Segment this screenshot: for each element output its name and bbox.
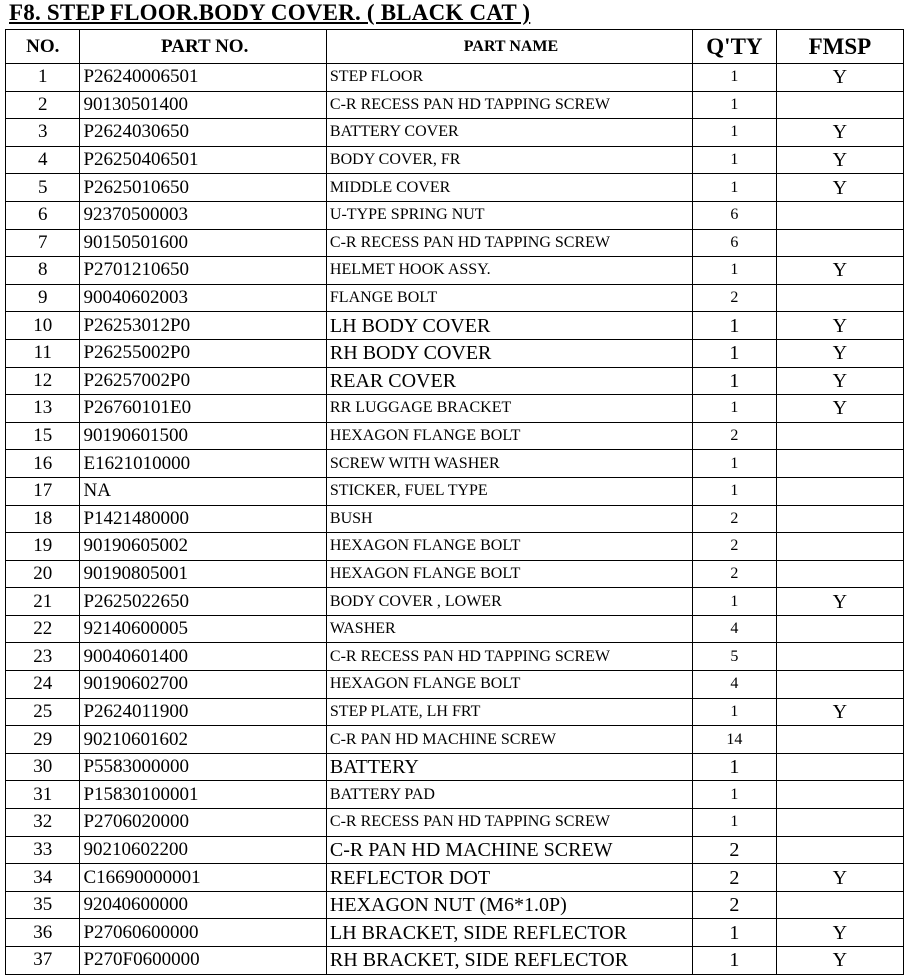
cell-part-name: MIDDLE COVER	[326, 174, 692, 202]
table-row	[6, 312, 904, 340]
cell-part-name: U-TYPE SPRING NUT	[326, 201, 692, 229]
cell-no: 7	[6, 229, 80, 257]
cell-no: 35	[6, 891, 80, 919]
cell-part-name: FLANGE BOLT	[326, 284, 692, 312]
cell-part-name: STEP FLOOR	[326, 64, 692, 92]
table-row	[6, 671, 904, 699]
cell-part-name: LH BRACKET, SIDE REFLECTOR	[326, 919, 692, 947]
cell-part-no: 90150501600	[80, 229, 326, 257]
cell-no: 12	[6, 367, 80, 395]
cell-part-no: 92140600005	[80, 615, 326, 643]
cell-part-no: 90040602003	[80, 284, 326, 312]
cell-part-name: C-R RECESS PAN HD TAPPING SCREW	[326, 809, 692, 837]
parts-table	[5, 29, 904, 975]
cell-part-name: BUSH	[326, 505, 692, 533]
cell-no: 30	[6, 753, 80, 781]
table-row	[6, 891, 904, 919]
table-row	[6, 643, 904, 671]
cell-part-no: 92040600000	[80, 891, 326, 919]
table-row	[6, 919, 904, 947]
table-row	[6, 450, 904, 478]
cell-qty: 2	[693, 505, 777, 533]
cell-part-no: 90190605002	[80, 533, 326, 561]
cell-part-no: P26760101E0	[80, 395, 326, 423]
cell-qty: 1	[693, 395, 777, 423]
cell-part-no: 90130501400	[80, 91, 326, 119]
table-row	[6, 560, 904, 588]
cell-no: 6	[6, 201, 80, 229]
cell-qty: 1	[693, 119, 777, 147]
cell-qty: 6	[693, 229, 777, 257]
table-row	[6, 753, 904, 781]
table-row	[6, 146, 904, 174]
cell-no: 3	[6, 119, 80, 147]
cell-no: 22	[6, 615, 80, 643]
header-part-name: PART NAME	[326, 30, 692, 64]
cell-qty: 2	[693, 836, 777, 864]
cell-part-no: E1621010000	[80, 450, 326, 478]
cell-qty: 2	[693, 560, 777, 588]
cell-fmsp	[776, 809, 903, 837]
cell-no: 34	[6, 864, 80, 892]
cell-part-name: RH BRACKET, SIDE REFLECTOR	[326, 947, 692, 975]
cell-fmsp: Y	[776, 146, 903, 174]
table-row	[6, 174, 904, 202]
cell-part-no: P26253012P0	[80, 312, 326, 340]
cell-fmsp	[776, 284, 903, 312]
cell-qty: 1	[693, 339, 777, 367]
cell-part-name: HELMET HOOK ASSY.	[326, 257, 692, 285]
table-row	[6, 864, 904, 892]
cell-qty: 2	[693, 422, 777, 450]
cell-no: 24	[6, 671, 80, 699]
cell-qty: 1	[693, 919, 777, 947]
cell-part-no: P2625022650	[80, 588, 326, 616]
cell-part-name: BODY COVER , LOWER	[326, 588, 692, 616]
cell-part-name: BATTERY	[326, 753, 692, 781]
table-row	[6, 698, 904, 726]
cell-part-no: 90190602700	[80, 671, 326, 699]
cell-part-no: P26257002P0	[80, 367, 326, 395]
cell-part-name: HEXAGON NUT (M6*1.0P)	[326, 891, 692, 919]
cell-qty: 1	[693, 698, 777, 726]
table-row	[6, 477, 904, 505]
cell-fmsp	[776, 477, 903, 505]
cell-part-name: RH BODY COVER	[326, 339, 692, 367]
cell-qty: 4	[693, 615, 777, 643]
cell-part-name: HEXAGON FLANGE BOLT	[326, 533, 692, 561]
cell-part-no: P270F0600000	[80, 947, 326, 975]
cell-part-no: 90190601500	[80, 422, 326, 450]
table-row	[6, 367, 904, 395]
cell-qty: 1	[693, 781, 777, 809]
cell-no: 20	[6, 560, 80, 588]
cell-part-name: BATTERY PAD	[326, 781, 692, 809]
cell-qty: 1	[693, 809, 777, 837]
cell-fmsp: Y	[776, 588, 903, 616]
cell-fmsp	[776, 726, 903, 754]
cell-part-no: 90040601400	[80, 643, 326, 671]
table-header-row	[6, 30, 904, 64]
cell-fmsp	[776, 891, 903, 919]
cell-part-name: REFLECTOR DOT	[326, 864, 692, 892]
cell-part-name: C-R PAN HD MACHINE SCREW	[326, 726, 692, 754]
cell-part-no: P26255002P0	[80, 339, 326, 367]
cell-part-name: BODY COVER, FR	[326, 146, 692, 174]
table-row	[6, 339, 904, 367]
cell-part-no: 92370500003	[80, 201, 326, 229]
cell-fmsp: Y	[776, 257, 903, 285]
cell-no: 1	[6, 64, 80, 92]
cell-part-name: HEXAGON FLANGE BOLT	[326, 422, 692, 450]
cell-part-no: P26250406501	[80, 146, 326, 174]
cell-fmsp: Y	[776, 119, 903, 147]
cell-no: 10	[6, 312, 80, 340]
table-row	[6, 947, 904, 975]
cell-part-no: NA	[80, 477, 326, 505]
table-row	[6, 284, 904, 312]
cell-fmsp	[776, 533, 903, 561]
cell-part-name: HEXAGON FLANGE BOLT	[326, 671, 692, 699]
cell-fmsp: Y	[776, 174, 903, 202]
table-row	[6, 836, 904, 864]
cell-qty: 1	[693, 312, 777, 340]
cell-part-no: P1421480000	[80, 505, 326, 533]
cell-part-name: STEP PLATE, LH FRT	[326, 698, 692, 726]
cell-part-name: STICKER, FUEL TYPE	[326, 477, 692, 505]
table-row	[6, 229, 904, 257]
header-fmsp: FMSP	[776, 30, 903, 64]
cell-fmsp: Y	[776, 64, 903, 92]
cell-qty: 1	[693, 91, 777, 119]
cell-fmsp: Y	[776, 947, 903, 975]
cell-no: 16	[6, 450, 80, 478]
cell-part-no: P2624030650	[80, 119, 326, 147]
document-title: F8. STEP FLOOR.BODY COVER. ( BLACK CAT )	[9, 0, 531, 25]
cell-qty: 1	[693, 64, 777, 92]
table-row	[6, 505, 904, 533]
table-row	[6, 781, 904, 809]
cell-no: 15	[6, 422, 80, 450]
cell-part-no: 90210602200	[80, 836, 326, 864]
cell-part-no: P2625010650	[80, 174, 326, 202]
header-part-no: PART NO.	[80, 30, 326, 64]
cell-fmsp: Y	[776, 395, 903, 423]
table-row	[6, 201, 904, 229]
table-row	[6, 588, 904, 616]
cell-fmsp	[776, 201, 903, 229]
cell-no: 25	[6, 698, 80, 726]
cell-qty: 5	[693, 643, 777, 671]
cell-part-no: C16690000001	[80, 864, 326, 892]
cell-fmsp	[776, 643, 903, 671]
cell-fmsp: Y	[776, 367, 903, 395]
cell-fmsp	[776, 505, 903, 533]
cell-qty: 1	[693, 367, 777, 395]
table-row	[6, 615, 904, 643]
cell-no: 2	[6, 91, 80, 119]
cell-part-no: P2706020000	[80, 809, 326, 837]
cell-part-name: BATTERY COVER	[326, 119, 692, 147]
table-row	[6, 726, 904, 754]
cell-no: 4	[6, 146, 80, 174]
cell-fmsp: Y	[776, 339, 903, 367]
cell-no: 11	[6, 339, 80, 367]
cell-part-no: P5583000000	[80, 753, 326, 781]
cell-part-no: 90210601602	[80, 726, 326, 754]
cell-part-name: HEXAGON FLANGE BOLT	[326, 560, 692, 588]
table-row	[6, 91, 904, 119]
cell-qty: 1	[693, 257, 777, 285]
cell-fmsp: Y	[776, 698, 903, 726]
cell-no: 36	[6, 919, 80, 947]
cell-qty: 2	[693, 284, 777, 312]
cell-no: 19	[6, 533, 80, 561]
cell-no: 13	[6, 395, 80, 423]
table-row	[6, 64, 904, 92]
cell-part-no: 90190805001	[80, 560, 326, 588]
cell-part-name: LH BODY COVER	[326, 312, 692, 340]
table-row	[6, 395, 904, 423]
cell-no: 5	[6, 174, 80, 202]
cell-qty: 2	[693, 864, 777, 892]
cell-fmsp	[776, 615, 903, 643]
table-row	[6, 533, 904, 561]
cell-qty: 1	[693, 588, 777, 616]
cell-part-name: RR LUGGAGE BRACKET	[326, 395, 692, 423]
cell-qty: 2	[693, 891, 777, 919]
cell-fmsp: Y	[776, 919, 903, 947]
cell-qty: 1	[693, 450, 777, 478]
cell-no: 37	[6, 947, 80, 975]
table-row	[6, 257, 904, 285]
cell-fmsp	[776, 560, 903, 588]
header-qty: Q'TY	[693, 30, 777, 64]
cell-part-no: P2701210650	[80, 257, 326, 285]
cell-fmsp	[776, 781, 903, 809]
cell-qty: 1	[693, 146, 777, 174]
cell-part-name: C-R PAN HD MACHINE SCREW	[326, 836, 692, 864]
cell-qty: 1	[693, 947, 777, 975]
cell-fmsp: Y	[776, 312, 903, 340]
cell-part-name: C-R RECESS PAN HD TAPPING SCREW	[326, 643, 692, 671]
cell-part-no: P2624011900	[80, 698, 326, 726]
cell-no: 18	[6, 505, 80, 533]
cell-qty: 1	[693, 477, 777, 505]
cell-no: 32	[6, 809, 80, 837]
cell-no: 33	[6, 836, 80, 864]
cell-part-no: P15830100001	[80, 781, 326, 809]
cell-part-name: REAR COVER	[326, 367, 692, 395]
cell-no: 9	[6, 284, 80, 312]
cell-no: 17	[6, 477, 80, 505]
cell-fmsp	[776, 229, 903, 257]
cell-part-name: WASHER	[326, 615, 692, 643]
cell-part-name: SCREW WITH WASHER	[326, 450, 692, 478]
cell-no: 8	[6, 257, 80, 285]
table-row	[6, 119, 904, 147]
cell-no: 21	[6, 588, 80, 616]
cell-fmsp	[776, 836, 903, 864]
cell-part-no: P26240006501	[80, 64, 326, 92]
table-row	[6, 809, 904, 837]
cell-qty: 6	[693, 201, 777, 229]
cell-qty: 14	[693, 726, 777, 754]
cell-fmsp: Y	[776, 864, 903, 892]
cell-qty: 1	[693, 753, 777, 781]
table-body	[6, 64, 904, 975]
cell-qty: 2	[693, 533, 777, 561]
cell-part-no: P27060600000	[80, 919, 326, 947]
cell-qty: 1	[693, 174, 777, 202]
cell-part-name: C-R RECESS PAN HD TAPPING SCREW	[326, 229, 692, 257]
cell-qty: 4	[693, 671, 777, 699]
cell-fmsp	[776, 422, 903, 450]
header-no: NO.	[6, 30, 80, 64]
table-row	[6, 422, 904, 450]
cell-fmsp	[776, 91, 903, 119]
cell-no: 31	[6, 781, 80, 809]
cell-fmsp	[776, 450, 903, 478]
cell-part-name: C-R RECESS PAN HD TAPPING SCREW	[326, 91, 692, 119]
cell-no: 29	[6, 726, 80, 754]
cell-no: 23	[6, 643, 80, 671]
cell-fmsp	[776, 671, 903, 699]
cell-fmsp	[776, 753, 903, 781]
